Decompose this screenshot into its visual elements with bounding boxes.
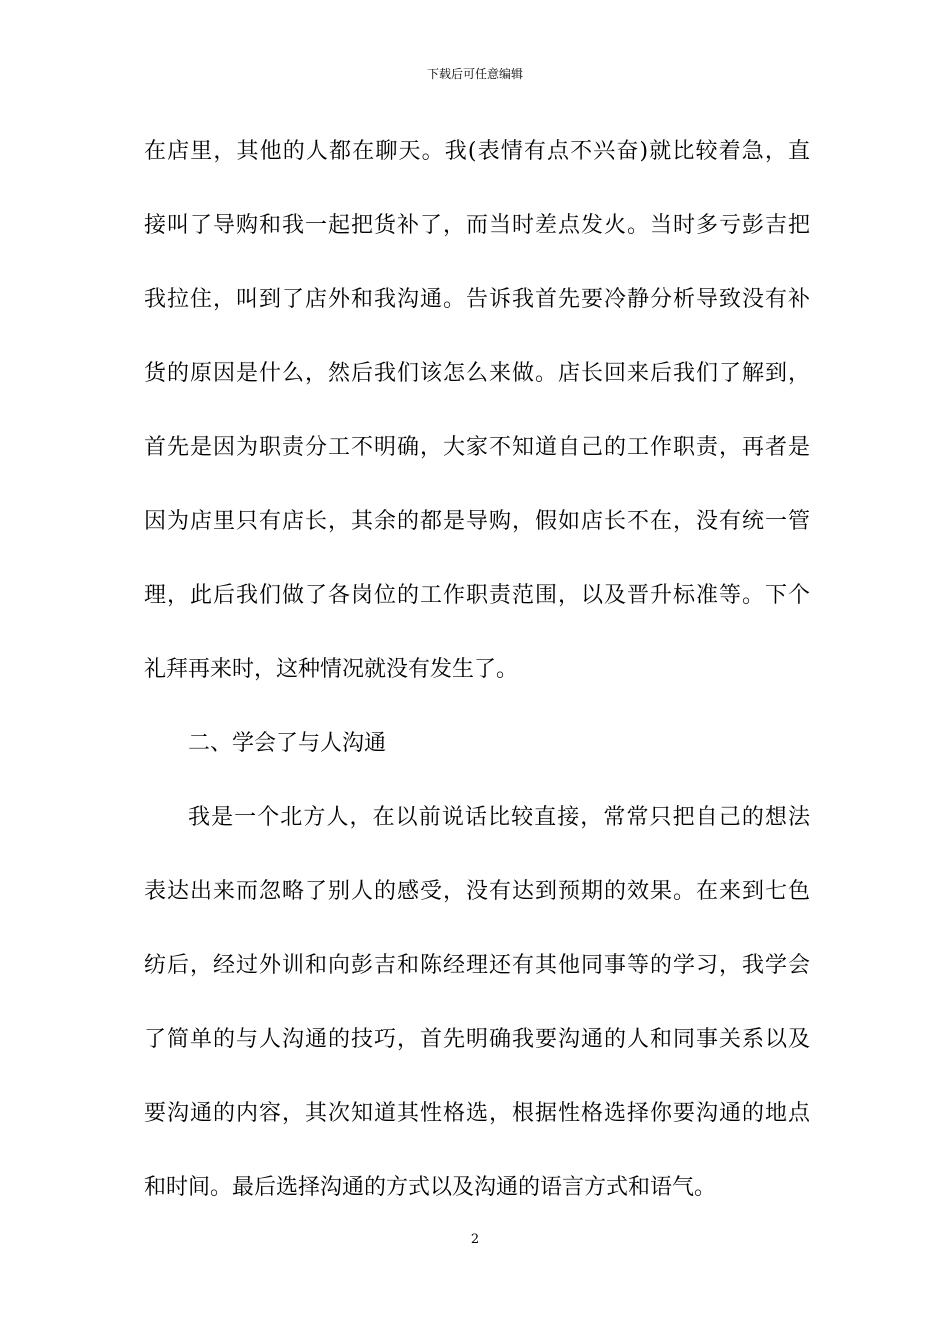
section-heading: 二、学会了与人沟通: [188, 731, 387, 756]
paragraph-line: 货的原因是什么，然后我们该怎么来做。店长回来后我们了解到，: [144, 361, 810, 386]
paragraph-line: 理，此后我们做了各岗位的工作职责范围，以及晋升标准等。下个: [144, 583, 810, 608]
paragraph-line: 了简单的与人沟通的技巧，首先明确我要沟通的人和同事关系以及: [144, 1027, 810, 1052]
paragraph-line: 首先是因为职责分工不明确，大家不知道自己的工作职责，再者是: [144, 435, 810, 460]
page-number: 2: [470, 1232, 480, 1247]
page-header: 下载后可任意编辑: [426, 67, 523, 81]
paragraph-line: 礼拜再来时，这种情况就没有发生了。: [144, 657, 519, 682]
paragraph-line: 接叫了导购和我一起把货补了，而当时差点发火。当时多亏彭吉把: [144, 213, 810, 238]
paragraph-line: 要沟通的内容，其次知道其性格选，根据性格选择你要沟通的地点: [144, 1101, 810, 1126]
paragraph-line: 表达出来而忽略了别人的感受，没有达到预期的效果。在来到七色: [144, 879, 810, 904]
paragraph-line: 在店里，其他的人都在聊天。我(表情有点不兴奋)就比较着急，直: [144, 139, 810, 164]
paragraph-line: 我是一个北方人，在以前说话比较直接，常常只把自己的想法: [188, 805, 810, 830]
paragraph-line: 和时间。最后选择沟通的方式以及沟通的语言方式和语气。: [144, 1175, 717, 1200]
paragraph-line: 我拉住，叫到了店外和我沟通。告诉我首先要冷静分析导致没有补: [144, 287, 810, 312]
paragraph-line: 因为店里只有店长，其余的都是导购，假如店长不在，没有统一管: [144, 509, 810, 534]
document-body: [144, 128, 810, 1238]
paragraph-line: 纺后，经过外训和向彭吉和陈经理还有其他同事等的学习，我学会: [144, 953, 810, 978]
